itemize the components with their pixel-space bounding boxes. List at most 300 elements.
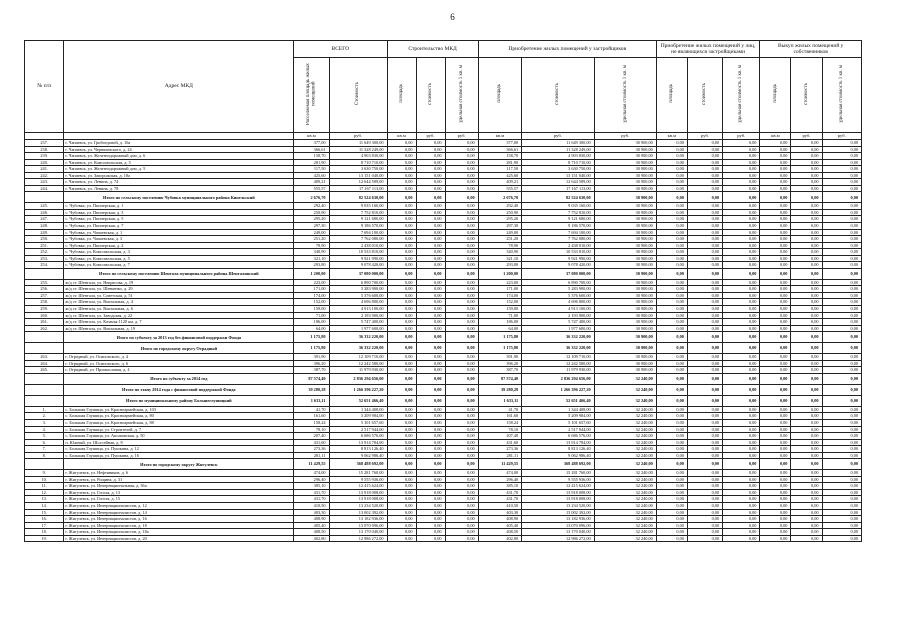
buyout-value: 0,00 bbox=[760, 286, 791, 293]
developer-area: 1 200,00 bbox=[478, 268, 522, 279]
developer-unit-cost: 30 900,00 bbox=[594, 306, 656, 313]
nondeveloper-value: 0,00 bbox=[656, 332, 687, 343]
developer-area: 249,00 bbox=[478, 229, 522, 236]
buyout-value: 0,00 bbox=[822, 146, 861, 153]
developer-area: 431,70 bbox=[478, 489, 522, 496]
row-number: 239. bbox=[25, 153, 64, 160]
buyout-value: 0,00 bbox=[791, 166, 822, 173]
developer-unit-cost: 32 240,00 bbox=[594, 516, 656, 523]
build-cost: 0,00 bbox=[416, 367, 445, 374]
developer-cost: 3 630 750,00 bbox=[522, 166, 595, 173]
developer-cost: 13 151 040,00 bbox=[522, 172, 595, 179]
buyout-value: 0,00 bbox=[791, 286, 822, 293]
buyout-value: 0,00 bbox=[791, 312, 822, 319]
buyout-value: 0,00 bbox=[760, 367, 791, 374]
buyout-value: 0,00 bbox=[760, 179, 791, 186]
build-cost: 0,00 bbox=[416, 242, 445, 249]
buyout-value: 0,00 bbox=[822, 236, 861, 243]
buyout-value: 0,00 bbox=[760, 146, 791, 153]
developer-area: 366,61 bbox=[478, 146, 522, 153]
developer-cost: 37 080 000,00 bbox=[522, 268, 595, 279]
buyout-value: 0,00 bbox=[791, 496, 822, 503]
developer-unit-cost: 30 900,00 bbox=[594, 179, 656, 186]
buyout-value: 0,00 bbox=[822, 360, 861, 367]
developer-area: 1 633,11 bbox=[478, 395, 522, 406]
row-number: 5. bbox=[25, 433, 64, 440]
build-cost: 0,00 bbox=[416, 229, 445, 236]
developer-cost: 6 686 576,00 bbox=[522, 433, 595, 440]
row-number: 6. bbox=[25, 439, 64, 446]
total-area: 474,00 bbox=[294, 470, 329, 477]
total-cost: 8 710 710,00 bbox=[329, 159, 387, 166]
developer-unit-cost: 32 240,00 bbox=[594, 470, 656, 477]
build-unit-cost: 0,00 bbox=[445, 360, 478, 367]
build-cost: 0,00 bbox=[416, 446, 445, 453]
buyout-value: 0,00 bbox=[791, 203, 822, 210]
developer-area: 158,70 bbox=[478, 153, 522, 160]
build-area: 0,00 bbox=[387, 172, 416, 179]
build-unit-cost: 0,00 bbox=[445, 223, 478, 230]
nondeveloper-value: 0,00 bbox=[687, 413, 722, 420]
row-number: 256. bbox=[25, 286, 64, 293]
total-area: 431,70 bbox=[294, 496, 329, 503]
nondeveloper-value: 0,00 bbox=[723, 268, 760, 279]
build-cost: 0,00 bbox=[416, 255, 445, 262]
build-area: 0,00 bbox=[387, 255, 416, 262]
build-cost: 0,00 bbox=[416, 185, 445, 192]
row-number: 16. bbox=[25, 516, 64, 523]
nondeveloper-value: 0,00 bbox=[687, 299, 722, 306]
row-number: 19. bbox=[25, 535, 64, 542]
build-unit-cost: 0,00 bbox=[445, 216, 478, 223]
subheader-label: площадь bbox=[497, 84, 503, 104]
buyout-value: 0,00 bbox=[791, 216, 822, 223]
nondeveloper-value: 0,00 bbox=[723, 209, 760, 216]
buyout-value: 0,00 bbox=[822, 373, 861, 384]
build-area: 0,00 bbox=[387, 166, 416, 173]
nondeveloper-value: 0,00 bbox=[687, 268, 722, 279]
developer-area: 71,00 bbox=[478, 312, 522, 319]
nondeveloper-value: 0,00 bbox=[687, 502, 722, 509]
row-number: 11. bbox=[25, 483, 64, 490]
buyout-value: 0,00 bbox=[822, 446, 861, 453]
buyout-value: 0,00 bbox=[791, 395, 822, 406]
build-cost: 0,00 bbox=[416, 299, 445, 306]
nondeveloper-value: 0,00 bbox=[656, 509, 687, 516]
developer-unit-cost: 30 900,00 bbox=[594, 367, 656, 374]
nondeveloper-value: 0,00 bbox=[656, 223, 687, 230]
nondeveloper-value: 0,00 bbox=[687, 509, 722, 516]
developer-unit-cost: 30 900,00 bbox=[594, 192, 656, 203]
buyout-value: 0,00 bbox=[822, 179, 861, 186]
row-number: 9. bbox=[25, 470, 64, 477]
developer-area: 296,40 bbox=[478, 476, 522, 483]
buyout-value: 0,00 bbox=[760, 325, 791, 332]
developer-area: 1 175,80 bbox=[478, 332, 522, 343]
build-unit-cost: 0,00 bbox=[445, 446, 478, 453]
row-number bbox=[25, 192, 64, 203]
build-area: 0,00 bbox=[387, 367, 416, 374]
buyout-value: 0,00 bbox=[791, 179, 822, 186]
build-cost: 0,00 bbox=[416, 249, 445, 256]
nondeveloper-value: 0,00 bbox=[687, 367, 722, 374]
total-cost: 3 630 750,00 bbox=[329, 166, 387, 173]
total-cost: 2 193 900,00 bbox=[329, 312, 387, 319]
buyout-value: 0,00 bbox=[760, 439, 791, 446]
row-address: г. Чапаевск, ул. Железнодорожный дом, д. 5 bbox=[64, 166, 294, 173]
build-area: 0,00 bbox=[387, 535, 416, 542]
buyout-value: 0,00 bbox=[822, 529, 861, 536]
nondeveloper-value: 0,00 bbox=[723, 229, 760, 236]
build-cost: 0,00 bbox=[416, 354, 445, 361]
nondeveloper-value: 0,00 bbox=[723, 384, 760, 395]
developer-cost: 13 002 392,00 bbox=[522, 509, 595, 516]
developer-area: 273,36 bbox=[478, 446, 522, 453]
nondeveloper-value: 0,00 bbox=[723, 325, 760, 332]
nondeveloper-value: 0,00 bbox=[656, 292, 687, 299]
buyout-value: 0,00 bbox=[791, 242, 822, 249]
buyout-value: 0,00 bbox=[822, 496, 861, 503]
total-cost: 12 242 580,00 bbox=[329, 360, 387, 367]
nondeveloper-value: 0,00 bbox=[723, 360, 760, 367]
developer-unit-cost: 32 240,00 bbox=[594, 439, 656, 446]
buyout-value: 0,00 bbox=[822, 299, 861, 306]
build-area: 0,00 bbox=[387, 373, 416, 384]
build-area: 0,00 bbox=[387, 279, 416, 286]
total-area: 158,24 bbox=[294, 419, 329, 426]
developer-area: 377,00 bbox=[478, 140, 522, 147]
total-cost: 13 234 520,00 bbox=[329, 502, 387, 509]
total-area: 387,70 bbox=[294, 367, 329, 374]
buyout-value: 0,00 bbox=[822, 262, 861, 269]
unit-cell: кв.м bbox=[478, 133, 522, 140]
subheader-label: стоимость bbox=[555, 82, 561, 105]
build-unit-cost: 0,00 bbox=[445, 185, 478, 192]
build-cost: 0,00 bbox=[416, 306, 445, 313]
developer-cost: 5 376 600,00 bbox=[522, 292, 595, 299]
buyout-value: 0,00 bbox=[760, 384, 791, 395]
total-cost: 13 151 040,00 bbox=[329, 172, 387, 179]
developer-area: 171,00 bbox=[478, 286, 522, 293]
buyout-value: 0,00 bbox=[760, 343, 791, 354]
row-number: 262. bbox=[25, 325, 64, 332]
nondeveloper-value: 0,00 bbox=[723, 299, 760, 306]
nondeveloper-value: 0,00 bbox=[723, 249, 760, 256]
row-address: ж/д ст. Шентала, ул. Казачья 1120 км, д. 7 bbox=[64, 319, 294, 326]
nondeveloper-value: 0,00 bbox=[723, 439, 760, 446]
developer-unit-cost: 32 240,00 bbox=[594, 496, 656, 503]
nondeveloper-value: 0,00 bbox=[723, 262, 760, 269]
row-number bbox=[25, 395, 64, 406]
developer-cost: 8 710 710,00 bbox=[522, 159, 595, 166]
total-area: 425,60 bbox=[294, 172, 329, 179]
nondeveloper-value: 0,00 bbox=[723, 279, 760, 286]
unit-cell bbox=[25, 133, 64, 140]
build-area: 0,00 bbox=[387, 185, 416, 192]
total-cost: 1 266 396 227,20 bbox=[329, 384, 387, 395]
row-address: ж/д ст. Шентала, ул. Советская, д. 51 bbox=[64, 292, 294, 299]
nondeveloper-value: 0,00 bbox=[687, 203, 722, 210]
developer-area: 39 280,28 bbox=[478, 384, 522, 395]
nondeveloper-value: 0,00 bbox=[656, 153, 687, 160]
total-area: 1 175,80 bbox=[294, 343, 329, 354]
nondeveloper-value: 0,00 bbox=[656, 262, 687, 269]
row-number: 238. bbox=[25, 146, 64, 153]
buyout-value: 0,00 bbox=[791, 209, 822, 216]
developer-cost: 8 813 126,40 bbox=[522, 446, 595, 453]
buyout-value: 0,00 bbox=[760, 172, 791, 179]
nondeveloper-value: 0,00 bbox=[723, 185, 760, 192]
nondeveloper-value: 0,00 bbox=[656, 502, 687, 509]
developer-cost: 2 836 294 656,00 bbox=[522, 373, 595, 384]
total-cost: 7 762 080,00 bbox=[329, 236, 387, 243]
nondeveloper-value: 0,00 bbox=[687, 529, 722, 536]
nondeveloper-value: 0,00 bbox=[723, 452, 760, 459]
build-area: 0,00 bbox=[387, 426, 416, 433]
build-unit-cost: 0,00 bbox=[445, 306, 478, 313]
row-address: п. Южный, ул. Шоссейная, д. 8 bbox=[64, 439, 294, 446]
total-area: 408,50 bbox=[294, 529, 329, 536]
row-address: г. Жигулевск, ул. Интернационалистов, д. 18а bbox=[64, 529, 294, 536]
row-address: с. Чубовка, ул. Пионерская, д. 7 bbox=[64, 223, 294, 230]
row-number: 258. bbox=[25, 299, 64, 306]
build-unit-cost: 0,00 bbox=[445, 312, 478, 319]
developer-area: 281,90 bbox=[478, 159, 522, 166]
nondeveloper-value: 0,00 bbox=[656, 354, 687, 361]
developer-area: 431,60 bbox=[478, 439, 522, 446]
build-area: 0,00 bbox=[387, 413, 416, 420]
nondeveloper-value: 0,00 bbox=[687, 236, 722, 243]
build-unit-cost: 0,00 bbox=[445, 140, 478, 147]
developer-cost: 12 242 580,00 bbox=[522, 360, 595, 367]
total-cost: 7 694 100,00 bbox=[329, 229, 387, 236]
buyout-value: 0,00 bbox=[791, 343, 822, 354]
nondeveloper-value: 0,00 bbox=[687, 406, 722, 413]
nondeveloper-value: 0,00 bbox=[687, 140, 722, 147]
total-cost: 82 524 630,00 bbox=[329, 192, 387, 203]
total-area: 295,20 bbox=[294, 216, 329, 223]
nondeveloper-value: 0,00 bbox=[656, 179, 687, 186]
developer-cost: 5 747 400,00 bbox=[522, 319, 595, 326]
buyout-value: 0,00 bbox=[760, 476, 791, 483]
row-address: с. Большая Глушица, ул. Красноармейская, д. 88 bbox=[64, 419, 294, 426]
build-area: 0,00 bbox=[387, 529, 416, 536]
developer-area: 250,90 bbox=[478, 209, 522, 216]
build-cost: 0,00 bbox=[416, 236, 445, 243]
developer-unit-cost: 30 900,00 bbox=[594, 360, 656, 367]
buyout-value: 0,00 bbox=[760, 459, 791, 470]
build-cost: 0,00 bbox=[416, 312, 445, 319]
total-area: 1 200,00 bbox=[294, 268, 329, 279]
buyout-value: 0,00 bbox=[822, 255, 861, 262]
build-area: 0,00 bbox=[387, 312, 416, 319]
developer-cost: 11 649 300,00 bbox=[522, 140, 595, 147]
build-unit-cost: 0,00 bbox=[445, 489, 478, 496]
row-address: ж/д ст. Шентала, ул. Шевченко, д. 29 bbox=[64, 286, 294, 293]
build-area: 0,00 bbox=[387, 522, 416, 529]
row-address: г. Жигулевск, ул. Рощина, д. 31 bbox=[64, 476, 294, 483]
developer-unit-cost: 32 240,00 bbox=[594, 419, 656, 426]
buyout-value: 0,00 bbox=[791, 476, 822, 483]
build-unit-cost: 0,00 bbox=[445, 395, 478, 406]
subheader-label: площадь bbox=[772, 84, 778, 104]
nondeveloper-value: 0,00 bbox=[723, 419, 760, 426]
total-cost: 1 977 600,00 bbox=[329, 325, 387, 332]
build-cost: 0,00 bbox=[416, 268, 445, 279]
unit-cell: руб. bbox=[594, 133, 656, 140]
build-area: 0,00 bbox=[387, 406, 416, 413]
total-area: 296,40 bbox=[294, 476, 329, 483]
group-developer-header: Приобретение жилых помещений у застройщиков bbox=[478, 41, 656, 58]
total-area: 158,70 bbox=[294, 153, 329, 160]
row-number: 8. bbox=[25, 452, 64, 459]
group-total-header: ВСЕГО bbox=[294, 41, 387, 58]
nondeveloper-value: 0,00 bbox=[723, 255, 760, 262]
subheader-10 bbox=[723, 58, 760, 133]
build-unit-cost: 0,00 bbox=[445, 209, 478, 216]
build-area: 0,00 bbox=[387, 159, 416, 166]
developer-cost: 17 167 113,00 bbox=[522, 185, 595, 192]
row-number: 263. bbox=[25, 354, 64, 361]
nondeveloper-value: 0,00 bbox=[723, 426, 760, 433]
nondeveloper-value: 0,00 bbox=[687, 426, 722, 433]
build-area: 0,00 bbox=[387, 476, 416, 483]
developer-cost: 2 438 010,00 bbox=[522, 242, 595, 249]
subheader-7 bbox=[594, 58, 656, 133]
buyout-value: 0,00 bbox=[760, 236, 791, 243]
build-unit-cost: 0,00 bbox=[445, 384, 478, 395]
row-number: 13. bbox=[25, 496, 64, 503]
build-area: 0,00 bbox=[387, 223, 416, 230]
buyout-value: 0,00 bbox=[822, 203, 861, 210]
buyout-value: 0,00 bbox=[760, 502, 791, 509]
developer-cost: 9 121 680,00 bbox=[522, 216, 595, 223]
buyout-value: 0,00 bbox=[760, 192, 791, 203]
developer-cost: 13 234 520,00 bbox=[522, 502, 595, 509]
total-cost: 9 078 420,00 bbox=[329, 262, 387, 269]
buyout-value: 0,00 bbox=[760, 489, 791, 496]
unit-cell: руб. bbox=[822, 133, 861, 140]
nondeveloper-value: 0,00 bbox=[687, 476, 722, 483]
buyout-value: 0,00 bbox=[822, 209, 861, 216]
row-address: г. Чапаевск, ул. Запорожская, д. 18а bbox=[64, 172, 294, 179]
buyout-value: 0,00 bbox=[791, 306, 822, 313]
developer-area: 403,30 bbox=[478, 509, 522, 516]
build-cost: 0,00 bbox=[416, 319, 445, 326]
developer-unit-cost: 30 900,00 bbox=[594, 279, 656, 286]
buyout-value: 0,00 bbox=[760, 249, 791, 256]
buyout-value: 0,00 bbox=[791, 446, 822, 453]
developer-unit-cost: 30 900,00 bbox=[594, 153, 656, 160]
buyout-value: 0,00 bbox=[760, 360, 791, 367]
nondeveloper-value: 0,00 bbox=[656, 384, 687, 395]
row-address: ж/д ст. Шентала, ул. Заводская, д. 22 bbox=[64, 312, 294, 319]
nondeveloper-value: 0,00 bbox=[687, 516, 722, 523]
row-address: ж/д ст. Шентала, ул. Вокзальная, д. 19 bbox=[64, 325, 294, 332]
total-cost: 17 167 113,00 bbox=[329, 185, 387, 192]
build-unit-cost: 0,00 bbox=[445, 192, 478, 203]
group-build-header: Строительство МКД bbox=[387, 41, 478, 58]
build-cost: 0,00 bbox=[416, 332, 445, 343]
row-address: г. Жигулевск, ул. Гоголя, д. 13 bbox=[64, 489, 294, 496]
build-unit-cost: 0,00 bbox=[445, 343, 478, 354]
build-area: 0,00 bbox=[387, 153, 416, 160]
developer-cost: 1 266 396 227,20 bbox=[522, 384, 595, 395]
developer-cost: 368 488 692,00 bbox=[522, 459, 595, 470]
buyout-value: 0,00 bbox=[791, 535, 822, 542]
total-cost: 13 914 784,00 bbox=[329, 439, 387, 446]
nondeveloper-value: 0,00 bbox=[656, 166, 687, 173]
total-area: 405,40 bbox=[294, 522, 329, 529]
nondeveloper-value: 0,00 bbox=[687, 319, 722, 326]
buyout-value: 0,00 bbox=[760, 229, 791, 236]
build-cost: 0,00 bbox=[416, 459, 445, 470]
row-address: с. Чубовка, ул. Комсомольская, д. 3 bbox=[64, 249, 294, 256]
nondeveloper-value: 0,00 bbox=[687, 192, 722, 203]
total-cost: 13 918 008,00 bbox=[329, 496, 387, 503]
developer-cost: 12 986 272,00 bbox=[522, 535, 595, 542]
developer-unit-cost: 30 900,00 bbox=[594, 140, 656, 147]
nondeveloper-value: 0,00 bbox=[687, 439, 722, 446]
row-number: 243. bbox=[25, 179, 64, 186]
nondeveloper-value: 0,00 bbox=[687, 433, 722, 440]
subheader-5 bbox=[478, 58, 522, 133]
developer-area: 152,00 bbox=[478, 299, 522, 306]
developer-area: 293,80 bbox=[478, 262, 522, 269]
developer-cost: 1 344 408,00 bbox=[522, 406, 595, 413]
developer-cost: 7 752 810,00 bbox=[522, 209, 595, 216]
row-address: с. Большая Глушица, ул. Пушкина, д. 12 bbox=[64, 446, 294, 453]
buyout-value: 0,00 bbox=[791, 516, 822, 523]
developer-unit-cost: 30 900,00 bbox=[594, 268, 656, 279]
buyout-value: 0,00 bbox=[822, 312, 861, 319]
buyout-value: 0,00 bbox=[791, 172, 822, 179]
nondeveloper-value: 0,00 bbox=[687, 185, 722, 192]
total-cost: 10 533 810,00 bbox=[329, 249, 387, 256]
build-cost: 0,00 bbox=[416, 360, 445, 367]
nondeveloper-value: 0,00 bbox=[656, 439, 687, 446]
total-cost: 2 836 294 656,00 bbox=[329, 373, 387, 384]
build-unit-cost: 0,00 bbox=[445, 502, 478, 509]
row-address: Итого по сельскому поселению Шентала муниципального района Шенталинский bbox=[64, 268, 294, 279]
developer-unit-cost: 30 900,00 bbox=[594, 343, 656, 354]
nondeveloper-value: 0,00 bbox=[656, 146, 687, 153]
build-area: 0,00 bbox=[387, 249, 416, 256]
build-area: 0,00 bbox=[387, 192, 416, 203]
developer-cost: 12 644 589,00 bbox=[522, 179, 595, 186]
row-address: ж/д ст. Шентала, ул. Некрасова, д. 19 bbox=[64, 279, 294, 286]
nondeveloper-value: 0,00 bbox=[687, 360, 722, 367]
build-cost: 0,00 bbox=[416, 529, 445, 536]
nondeveloper-value: 0,00 bbox=[687, 312, 722, 319]
total-cost: 9 555 936,00 bbox=[329, 476, 387, 483]
build-unit-cost: 0,00 bbox=[445, 406, 478, 413]
build-area: 0,00 bbox=[387, 319, 416, 326]
build-unit-cost: 0,00 bbox=[445, 179, 478, 186]
total-area: 71,00 bbox=[294, 312, 329, 319]
row-number bbox=[25, 343, 64, 354]
subheader-label: Стоимость bbox=[355, 82, 361, 106]
total-cost: 52 651 466,40 bbox=[329, 395, 387, 406]
developer-unit-cost: 30 900,00 bbox=[594, 236, 656, 243]
row-address: г. Жигулевск, ул. Интернационалистов, д. 14 bbox=[64, 509, 294, 516]
buyout-value: 0,00 bbox=[822, 384, 861, 395]
developer-area: 431,70 bbox=[478, 496, 522, 503]
row-number: 10. bbox=[25, 476, 64, 483]
build-cost: 0,00 bbox=[416, 439, 445, 446]
nondeveloper-value: 0,00 bbox=[687, 535, 722, 542]
build-area: 0,00 bbox=[387, 470, 416, 477]
